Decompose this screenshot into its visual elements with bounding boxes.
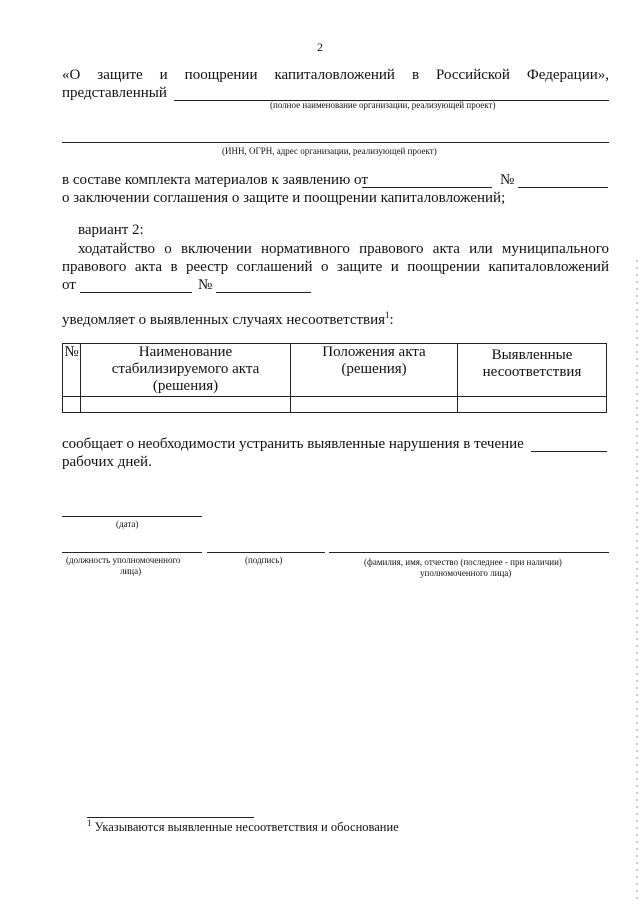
deadline-line1: сообщает о необходимости устранить выявленные нарушения в течение (62, 436, 524, 452)
header-act-name-l1: Наименование (138, 344, 233, 360)
table-row (63, 397, 607, 413)
table-header-row (63, 344, 607, 397)
fio-line (329, 552, 609, 553)
law-title-line: «О защите и поощрении капиталовложений в Российской Федерации», (62, 67, 609, 83)
notify-colon: : (389, 312, 394, 328)
footnote-mark: 1 (87, 817, 92, 828)
position-caption-l2: лица) (120, 566, 142, 576)
table-cell[interactable] (81, 397, 291, 413)
position-line (62, 552, 202, 553)
header-act-name-l3: (решения) (152, 378, 219, 394)
fio-caption-l1: (фамилия, имя, отчество (последнее - при наличии) (364, 557, 562, 567)
petition-date-line (80, 292, 192, 293)
petition-line1: ходатайство о включении нормативного правового акта или муниципального (78, 241, 609, 257)
petition-number-sign: № (198, 277, 213, 293)
application-date-line (362, 187, 492, 188)
notify-label: уведомляет о выявленных случаях несоответствия (62, 312, 386, 328)
header-mismatches (458, 344, 607, 397)
deadline-line2: рабочих дней. (62, 454, 152, 470)
header-act-provisions-l1: Положения акта (322, 344, 426, 360)
mismatch-table (62, 343, 607, 413)
page-number: 2 (317, 40, 323, 54)
position-caption-l1: (должность уполномоченного (66, 555, 181, 565)
header-act-provisions (291, 344, 458, 397)
application-prefix: в составе комплекта материалов к заявлению от (62, 172, 368, 188)
table-cell[interactable] (458, 397, 607, 413)
header-mismatches-l2: несоответствия (482, 364, 582, 380)
header-mismatches-l1: Выявленные (491, 347, 573, 363)
date-caption: (дата) (116, 519, 139, 529)
header-act-name-l2: стабилизируемого акта (111, 361, 260, 377)
application-number-sign: № (500, 172, 515, 188)
footnote-text: Указываются выявленные несоответствия и обоснование (94, 820, 399, 834)
petition-from: от (62, 277, 76, 293)
sign-caption: (подпись) (245, 555, 283, 565)
sign-line (207, 552, 325, 553)
application-number-line (518, 187, 608, 188)
agreement-line: о заключении соглашения о защите и поощрении капиталовложений; (62, 190, 506, 206)
header-act-provisions-l2: (решения) (341, 361, 407, 377)
org-name-caption: (полное наименование организации, реализующей проект) (270, 100, 496, 110)
header-act-name (81, 344, 291, 397)
petition-line2: правового акта в реестр соглашений о защите и поощрении капиталовложений (62, 259, 609, 275)
footnote (87, 818, 399, 836)
petition-number-line (216, 292, 311, 293)
inn-caption: (ИНН, ОГРН, адрес организации, реализующей проект) (222, 146, 437, 156)
inn-line (62, 142, 609, 143)
table-cell[interactable] (291, 397, 458, 413)
variant2-heading: вариант 2: (78, 222, 144, 238)
scan-edge (636, 260, 638, 900)
presented-by-label: представленный (62, 85, 167, 101)
table-cell[interactable] (63, 397, 81, 413)
date-line (62, 516, 202, 517)
footnote-ref: 1 (385, 310, 390, 320)
fio-caption-l2: уполномоченного лица) (420, 568, 512, 578)
days-count-line (531, 451, 607, 452)
notify-text (62, 311, 394, 329)
header-num: № (63, 344, 81, 397)
